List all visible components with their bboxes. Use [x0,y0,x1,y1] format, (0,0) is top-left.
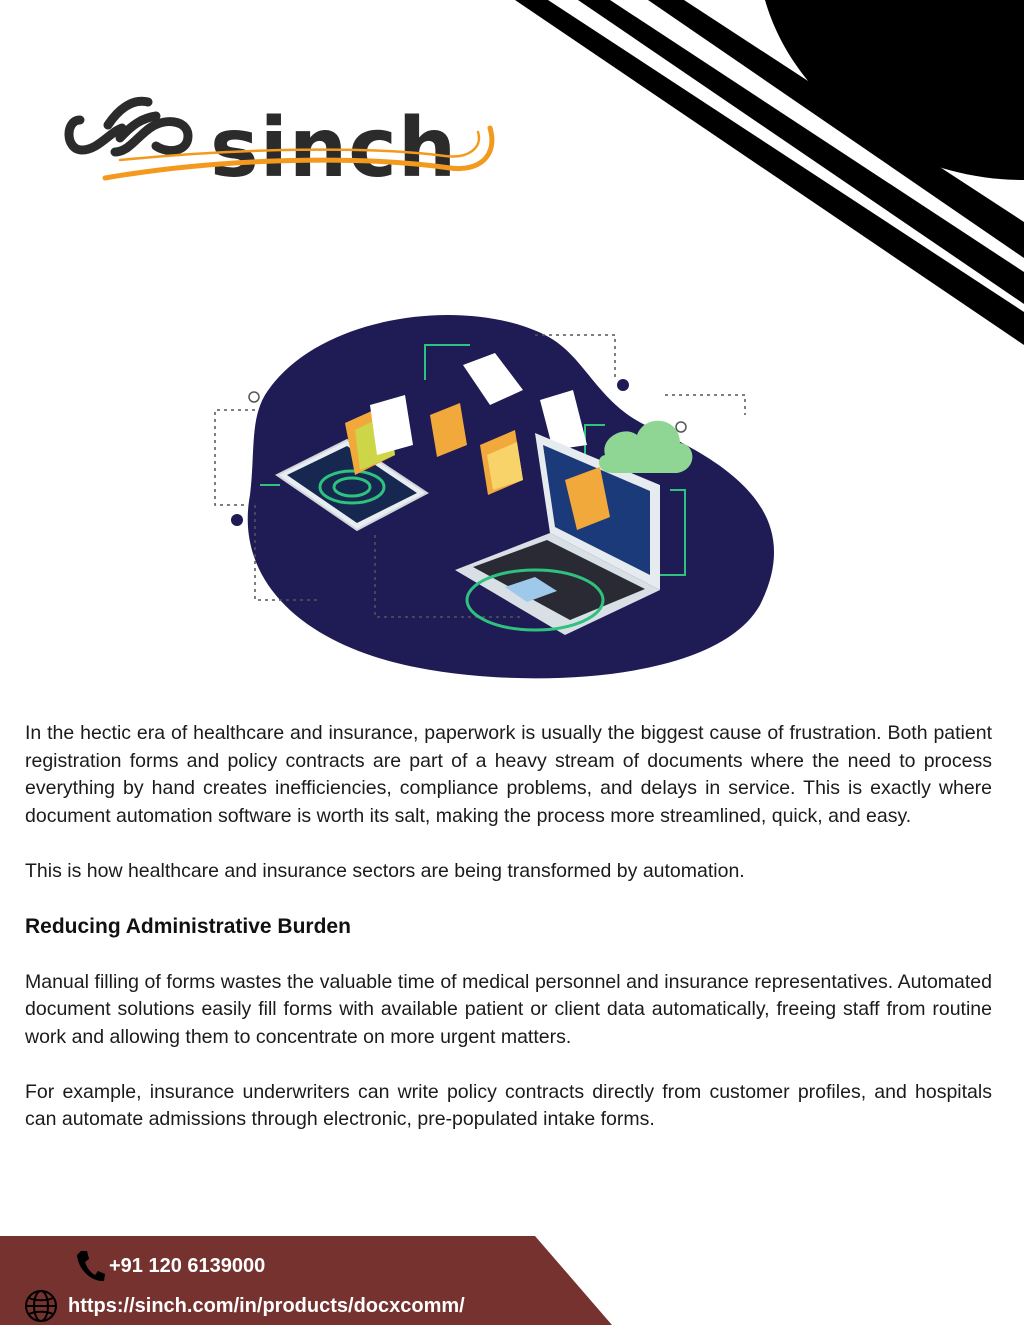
globe-icon [24,1289,58,1323]
phone-contact[interactable] [75,1244,265,1288]
section-paragraph-1: Manual filling of forms wastes the valuable time of medical personnel and insurance representatives. Automated document solutions easily fill forms with available patient or client data automatically, freeing staff from routine work and allowing them to concentrate on more urgent matters. [25,970,992,1048]
section-paragraph-2: For example, insurance underwriters can write policy contracts directly from customer profiles, and hospitals can automate admissions through electronic, pre-populated intake forms. [25,1080,992,1131]
section-heading: Reducing Administrative Burden [25,914,351,938]
contact-footer [0,1236,620,1325]
website-link[interactable]: https://sinch.com/in/products/docxcomm/ [68,1294,465,1317]
website-contact[interactable] [24,1288,465,1324]
sinch-logo[interactable] [60,60,520,195]
article-body [25,720,992,1161]
transition-paragraph: This is how healthcare and insurance sectors are being transformed by automation. [25,859,745,882]
phone-number[interactable]: +91 120 6139000 [109,1254,266,1277]
document-automation-illustration [205,305,785,680]
phone-icon [75,1249,105,1283]
brand-wordmark: sinch [210,101,458,196]
orange-swoosh [60,60,520,195]
intro-paragraph: In the hectic era of healthcare and insurance, paperwork is usually the biggest cause of frustration. Both patient registration forms and policy contracts are part of a heavy stream of documents where the need to process everything by hand creates inefficiencies, compliance problems, and delays in service. This is exactly where document automation software is worth its salt, making the process more streamlined, quick, and easy. [25,722,992,828]
